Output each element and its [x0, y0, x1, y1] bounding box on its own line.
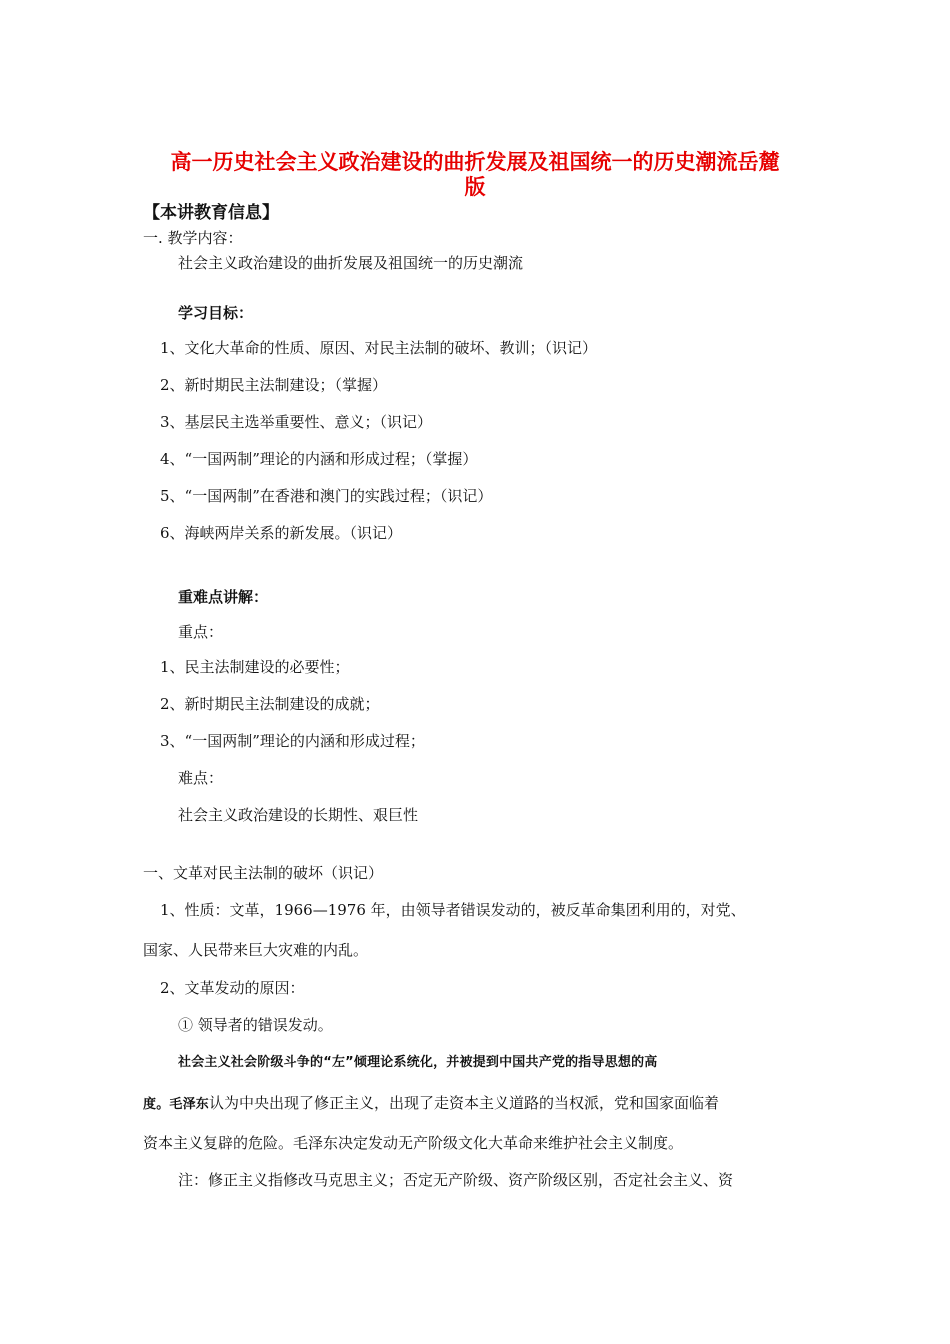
- difficult-label: 难点：: [178, 769, 224, 787]
- teaching-content: 社会主义政治建设的曲折发展及祖国统一的历史潮流: [178, 254, 524, 272]
- causes-heading: 2、文革发动的原因：: [160, 979, 305, 997]
- objective-item: 6、海峡两岸关系的新发展。（识记）: [160, 524, 403, 542]
- note-line: 注：修正主义指修改马克思主义；否定无产阶级、资产阶级区别，否定社会主义、资: [178, 1171, 734, 1189]
- nature-line-2: 国家、人民带来巨大灾难的内乱。: [143, 941, 369, 959]
- document-title-line-1: 高一历史社会主义政治建设的曲折发展及祖国统一的历史潮流岳麓: [170, 150, 780, 174]
- objective-item: 5、“一国两制”在香港和澳门的实践过程；（识记）: [160, 487, 493, 505]
- paragraph-line-2-rest: 认为中央出现了修正主义，出现了走资本主义道路的当权派，党和国家面临着: [209, 1094, 720, 1112]
- paragraph-line-2: [143, 1093, 719, 1115]
- nature-line-1: 1、性质：文革，1966—1976 年，由领导者错误发动的，被反革命集团利用的，对党、: [160, 901, 746, 919]
- section-header: 【本讲教育信息】: [143, 203, 279, 223]
- key-point-item: 3、“一国两制”理论的内涵和形成过程；: [160, 732, 425, 750]
- document-title-line-2: 版: [464, 175, 486, 199]
- teaching-content-label: 一. 教学内容：: [143, 229, 243, 247]
- paragraph-line-2-bold: 度。毛泽东: [143, 1097, 210, 1112]
- difficult-point: 社会主义政治建设的长期性、艰巨性: [178, 806, 419, 824]
- objective-item: 1、文化大革命的性质、原因、对民主法制的破坏、教训；（识记）: [160, 339, 598, 357]
- objective-item: 4、“一国两制”理论的内涵和形成过程；（掌握）: [160, 450, 478, 468]
- keypoints-label: 重难点讲解：: [178, 588, 269, 606]
- paragraph-bold-line: 社会主义社会阶级斗争的“左”倾理论系统化，并被提到中国共产党的指导思想的高: [178, 1055, 658, 1070]
- objective-item: 3、基层民主选举重要性、意义；（识记）: [160, 413, 433, 431]
- paragraph-line-3: 资本主义复辟的危险。毛泽东决定发动无产阶级文化大革命来维护社会主义制度。: [143, 1134, 684, 1152]
- key-point-item: 2、新时期民主法制建设的成就；: [160, 695, 380, 713]
- objective-item: 2、新时期民主法制建设；（掌握）: [160, 376, 388, 394]
- key-point-item: 1、民主法制建设的必要性；: [160, 658, 350, 676]
- objectives-label: 学习目标：: [178, 304, 254, 322]
- cause-1: ① 领导者的错误发动。: [178, 1016, 333, 1034]
- part1-heading: 一、文革对民主法制的破坏（识记）: [143, 864, 384, 882]
- key-label: 重点：: [178, 623, 224, 641]
